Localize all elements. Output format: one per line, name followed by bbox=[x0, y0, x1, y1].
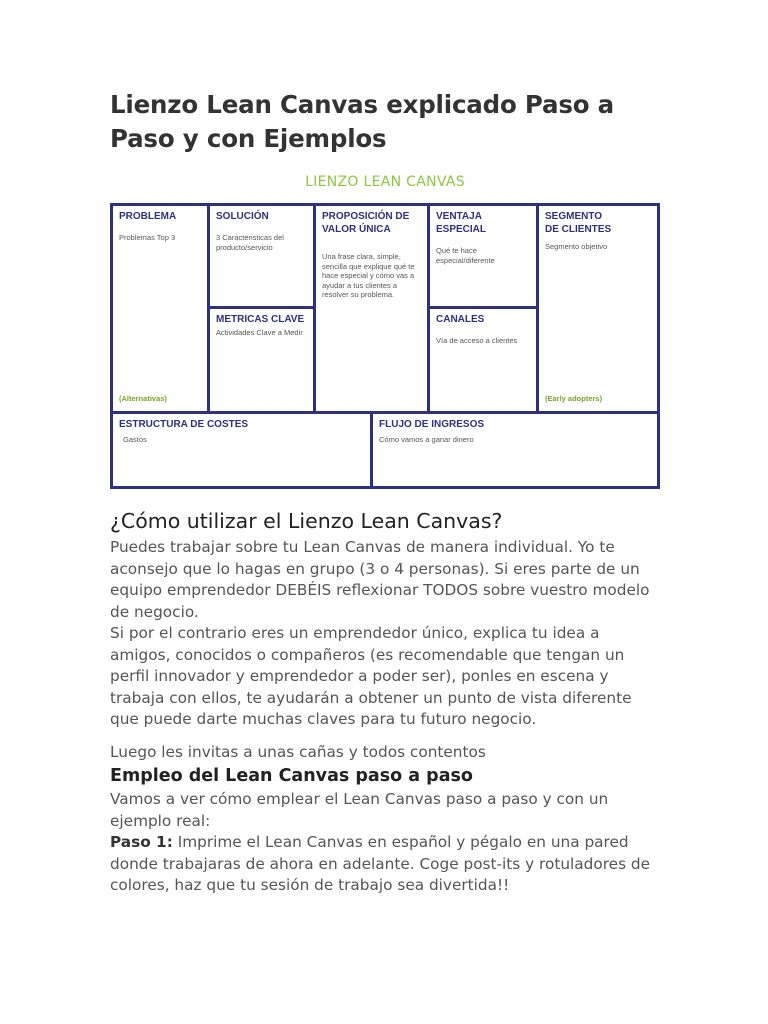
cell-note: (Alternativas) bbox=[119, 394, 167, 403]
section-heading-uso: ¿Cómo utilizar el Lienzo Lean Canvas? bbox=[110, 509, 503, 533]
cell-title: VENTAJA ESPECIAL bbox=[436, 211, 487, 235]
cell-body: Segmento objetivo bbox=[545, 242, 608, 251]
paragraph: Si por el contrario eres un emprendedor único, explica tu idea a amigos, conocidos o compañeros (es recomendable que tengan un perfil innovador y emprendedor a poder ser), ponles en escena y trabaja con ellos, te ayudarán a obtener un punto de vista diferente que puede darte muchas claves para tu futuro negocio. bbox=[110, 624, 632, 728]
lean-canvas-grid bbox=[110, 203, 660, 489]
cell-body: Cómo vamos a ganar dinero bbox=[379, 435, 474, 444]
cell-metricas bbox=[210, 309, 313, 411]
cell-ingresos bbox=[373, 414, 657, 486]
cell-title: PROPOSICIÓN DE VALOR ÚNICA bbox=[322, 211, 410, 235]
cell-body: Gastos bbox=[123, 435, 147, 444]
article bbox=[110, 88, 660, 894]
cell-title: PROBLEMA bbox=[119, 211, 177, 222]
step-text: Imprime el Lean Canvas en español y pégalo en una pared donde trabajaras de ahora en adelante. Coge post-its y rotuladores de colores, haz que tu sesión de trabajo sea divertida!! bbox=[110, 833, 651, 894]
paragraph: Vamos a ver cómo emplear el Lean Canvas paso a paso y con un ejemplo real: bbox=[110, 790, 609, 830]
cell-body: 3 Caracteristicas del producto/servicio bbox=[216, 233, 284, 252]
canvas-heading: LIENZO LEAN CANVAS bbox=[305, 174, 465, 190]
cell-problema bbox=[113, 206, 207, 411]
paragraph: Puedes trabajar sobre tu Lean Canvas de manera individual. Yo te aconsejo que lo hagas en grupo (3 o 4 personas). Si eres parte de un equipo emprendedor DEBÉIS reflexionar TODOS sobre vuestro modelo de negocio. bbox=[110, 538, 650, 621]
page-title: Lienzo Lean Canvas explicado Paso a Paso y con Ejemplos bbox=[110, 90, 615, 153]
cell-ventaja bbox=[430, 206, 536, 306]
cell-canales bbox=[430, 309, 536, 411]
cell-title: SOLUCIÓN bbox=[216, 211, 269, 222]
lean-canvas-figure bbox=[110, 174, 660, 490]
step-paragraph bbox=[110, 832, 662, 897]
step-label: Paso 1: bbox=[110, 833, 173, 851]
cell-note: (Early adopters) bbox=[545, 394, 603, 403]
cell-title: METRICAS CLAVE bbox=[216, 314, 305, 325]
cell-body: Qué te hace especial/diferente bbox=[436, 246, 495, 265]
cell-body: Problemas Top 3 bbox=[119, 233, 176, 242]
cell-propuesta bbox=[316, 206, 427, 411]
cell-solucion bbox=[210, 206, 313, 306]
cell-body: Actividades Clave a Medir bbox=[216, 328, 303, 337]
cell-body: Vía de acceso a clientes bbox=[436, 336, 518, 345]
cell-costes bbox=[113, 414, 370, 486]
cell-title: CANALES bbox=[436, 314, 485, 325]
paragraph: Luego les invitas a unas cañas y todos contentos bbox=[110, 743, 486, 761]
cell-segmento bbox=[539, 206, 657, 411]
section-heading-empleo: Empleo del Lean Canvas paso a paso bbox=[110, 766, 473, 786]
cell-title: FLUJO DE INGRESOS bbox=[379, 419, 485, 430]
cell-body: Una frase clara, simple, sencilla que explique qué te hace especial y cómo vas a ayudar a tus clientes a resolver su problema. bbox=[322, 252, 415, 299]
cell-title: SEGMENTO DE CLIENTES bbox=[545, 211, 612, 235]
cell-title: ESTRUCTURA DE COSTES bbox=[119, 419, 249, 430]
